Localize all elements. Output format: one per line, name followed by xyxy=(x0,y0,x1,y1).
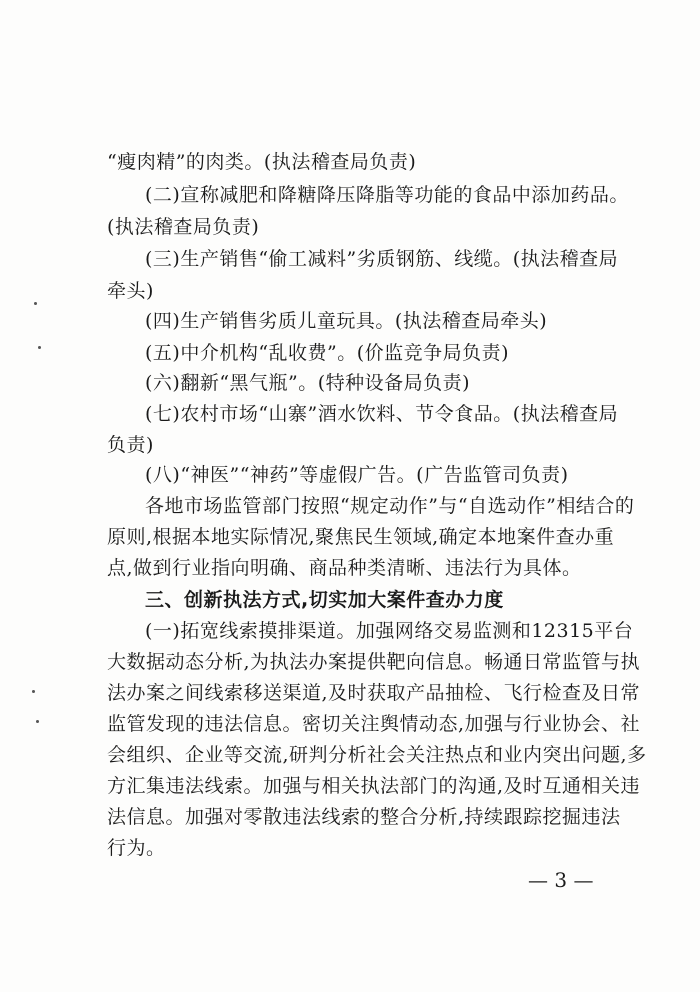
text-line-17: 大数据动态分析,为执法办案提供靶向信息。畅通日常监管与执 xyxy=(107,651,641,673)
page-number: — 3 — xyxy=(528,868,594,892)
text-line-10: 负责) xyxy=(107,434,154,456)
text-line-12: 各地市场监管部门按照“规定动作”与“自选动作”相结合的 xyxy=(145,495,635,517)
text-line-7: (五)中介机构“乱收费”。(价监竞争局负责) xyxy=(145,342,510,364)
text-line-3: (执法稽查局负责) xyxy=(107,216,260,238)
text-line-14: 点,做到行业指向明确、商品种类清晰、违法行为具体。 xyxy=(107,557,582,579)
text-line-2: (二)宣称减肥和降糖降压降脂等功能的食品中添加药品。 xyxy=(145,184,629,206)
section-heading: 三、创新执法方式,切实加大案件查办力度 xyxy=(145,589,504,611)
text-line-16: (一)拓宽线索摸排渠道。加强网络交易监测和12315平台 xyxy=(145,620,634,642)
text-line-22: 法信息。加强对零散违法线索的整合分析,持续跟踪挖掘违法 xyxy=(107,806,621,828)
text-line-5: 牵头) xyxy=(107,280,154,302)
text-line-21: 方汇集违法线索。加强与相关执法部门的沟通,及时互通相关违 xyxy=(107,775,641,797)
text-line-13: 原则,根据本地实际情况,聚焦民生领域,确定本地案件查办重 xyxy=(107,526,615,548)
text-line-11: (八)“神医”“神药”等虚假广告。(广告监管司负责) xyxy=(145,464,569,486)
scan-speck xyxy=(38,346,41,349)
text-line-19: 监管发现的违法信息。密切关注舆情动态,加强与行业协会、社 xyxy=(107,713,641,735)
scan-speck xyxy=(32,690,35,693)
text-line-18: 法办案之间线索移送渠道,及时获取产品抽检、飞行检查及日常 xyxy=(107,682,641,704)
text-line-20: 会组织、企业等交流,研判分析社会关注热点和业内突出问题,多 xyxy=(107,744,647,766)
text-line-23: 行为。 xyxy=(107,837,166,859)
text-line-1: “瘦肉精”的肉类。(执法稽查局负责) xyxy=(107,151,417,173)
scan-speck xyxy=(34,302,37,305)
text-line-6: (四)生产销售劣质儿童玩具。(执法稽查局牵头) xyxy=(145,310,548,332)
scan-speck xyxy=(36,720,39,723)
text-line-4: (三)生产销售“偷工减料”劣质钢筋、线缆。(执法稽查局 xyxy=(145,248,619,270)
text-line-9: (七)农村市场“山寨”酒水饮料、节令食品。(执法稽查局 xyxy=(145,403,619,425)
text-line-8: (六)翻新“黑气瓶”。(特种设备局负责) xyxy=(145,372,471,394)
